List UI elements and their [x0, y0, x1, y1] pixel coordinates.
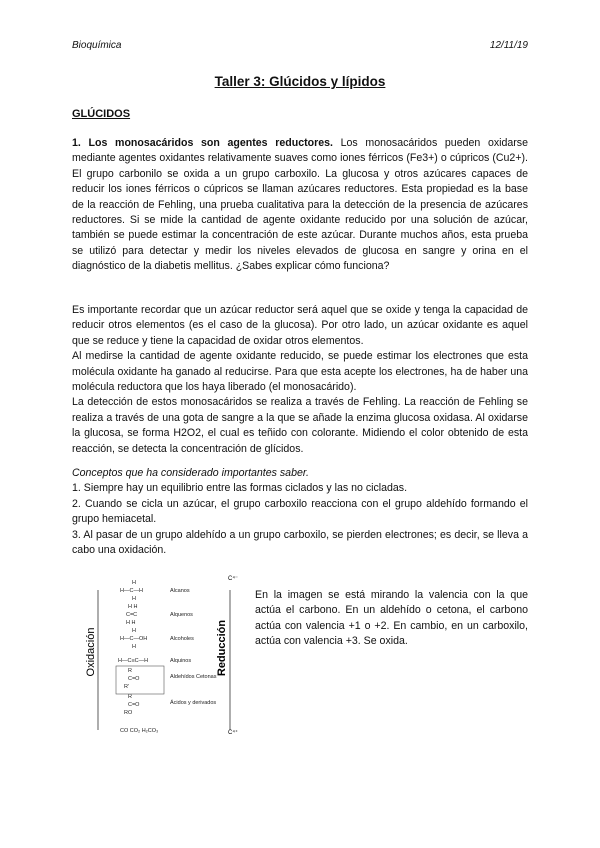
figure-row-label: Alquinos — [170, 658, 192, 664]
figure-bottom-charge: C⁴⁺ — [228, 730, 239, 736]
oxidation-figure — [80, 570, 250, 740]
paragraph-1-body: Los monosacáridos pueden oxidarse mediante agentes oxidantes relativamente suaves como iones férricos (Fe3+) o cúpricos (Cu2+). El grupo carbonilo se oxida a un grupo carboxilo. La glucosa y otros azúcares capaces de reducir los iones férricos o cúpricos se llaman azúcares reductores. Esta propiedad es la base de la reacción de Fehling, una prueba cualitativa para la detección de la presencia de azúcares reductores. Si se mide la cantidad de agente oxidante reducido por una solución de azúcar, también se puede estimar la concentración de este azúcar. Durante muchos años, esta prueba se utilizó para detectar y medir los niveles elevados de glucosa en sangre y orina en el diagnóstico de la diabetis mellitus. ¿Sabes explicar cómo funciona? — [72, 137, 528, 273]
svg-text:H H: H H — [128, 604, 138, 610]
figure-row-label: Alcoholes — [170, 636, 194, 642]
svg-text:H—C—OH: H—C—OH — [120, 636, 148, 642]
figure-bottom-formula: CO CO₂ H₂CO₃ — [120, 728, 159, 734]
figure-explanation: En la imagen se está mirando la valencia con la que actúa el carbono. En un aldehído o cetona, el carbono actúa con valencia +1 o +2. En cambio, en un carboxilo, actúa con valencia +3. Se oxida. — [255, 589, 528, 648]
concept-item: 3. Al pasar de un grupo aldehído a un grupo carboxilo, se pierden electrones; es decir, se lleva a cabo una oxidación. — [72, 528, 528, 557]
figure-row-label: Ácidos y derivados — [170, 700, 217, 706]
concepts-heading: Conceptos que ha considerado importantes saber. — [72, 467, 309, 479]
svg-text:C=O: C=O — [128, 702, 140, 708]
header-subject: Bioquímica — [72, 40, 122, 51]
figure-row-label: Alcanos — [170, 588, 190, 594]
svg-text:C=O: C=O — [128, 676, 140, 682]
concept-item: 1. Siempre hay un equilibrio entre las formas ciclados y las no cicladas. — [72, 482, 408, 495]
svg-text:R': R' — [124, 684, 130, 690]
figure-left-label: Oxidación — [85, 627, 97, 677]
svg-text:R: R — [128, 694, 132, 700]
svg-text:H—C—H: H—C—H — [120, 588, 143, 594]
svg-text:R: R — [128, 668, 132, 674]
paragraph-2-part: Al medirse la cantidad de agente oxidante reducido, se puede estimar los electrones que esta molécula oxidante ha ganado al reducirse. Para que esta acepte los electrones, ha de haber una molécula reductora que los haya liberado (el monosacárido). — [72, 350, 528, 394]
figure-row-label: Aldehídos Cetonas — [170, 674, 217, 680]
svg-text:H: H — [132, 596, 136, 602]
header-date: 12/11/19 — [489, 40, 528, 51]
svg-text:H—C≡C—H: H—C≡C—H — [118, 658, 149, 664]
svg-text:H H: H H — [126, 620, 136, 626]
svg-text:H: H — [132, 628, 136, 634]
paragraph-2 — [72, 303, 528, 457]
svg-text:RO: RO — [124, 710, 133, 716]
figure-top-charge: C⁴⁻ — [228, 576, 239, 582]
concepts-list — [72, 466, 528, 558]
section-heading: GLÚCIDOS — [72, 108, 131, 120]
concept-item: 2. Cuando se cicla un azúcar, el grupo carboxilo reacciona con el grupo aldehído formando el grupo hemiacetal. — [72, 497, 528, 526]
paragraph-2-part: La detección de estos monosacáridos se realiza a través de Fehling. La reacción de Fehling se realiza a través de una gota de sangre a la que se añade la enzima glucosa oxidasa. Al oxidarse la glucosa, se forma H2O2, el cual es teñido con colorante. Midiendo el color obtenido de esta reacción, se detecta la concentración de glícidos. — [72, 396, 528, 455]
page-title: Taller 3: Glúcidos y lípidos — [214, 74, 386, 89]
svg-text:H: H — [132, 580, 136, 586]
paragraph-2-part: Es importante recordar que un azúcar reductor será aquel que se oxide y tenga la capacidad de reducir otros elementos (es el caso de la glucosa). Por otro lado, un azúcar oxidante es aquel que se reduce y tiene la capacidad de oxidar otros elementos. — [72, 304, 528, 347]
paragraph-1-lead: 1. Los monosacáridos son agentes reductores. — [72, 137, 333, 149]
svg-text:C=C: C=C — [126, 612, 138, 618]
paragraph-1 — [72, 136, 528, 275]
figure-right-label: Reducción — [216, 619, 228, 677]
figure-row-label: Alquenos — [170, 612, 193, 618]
svg-text:H: H — [132, 644, 136, 650]
